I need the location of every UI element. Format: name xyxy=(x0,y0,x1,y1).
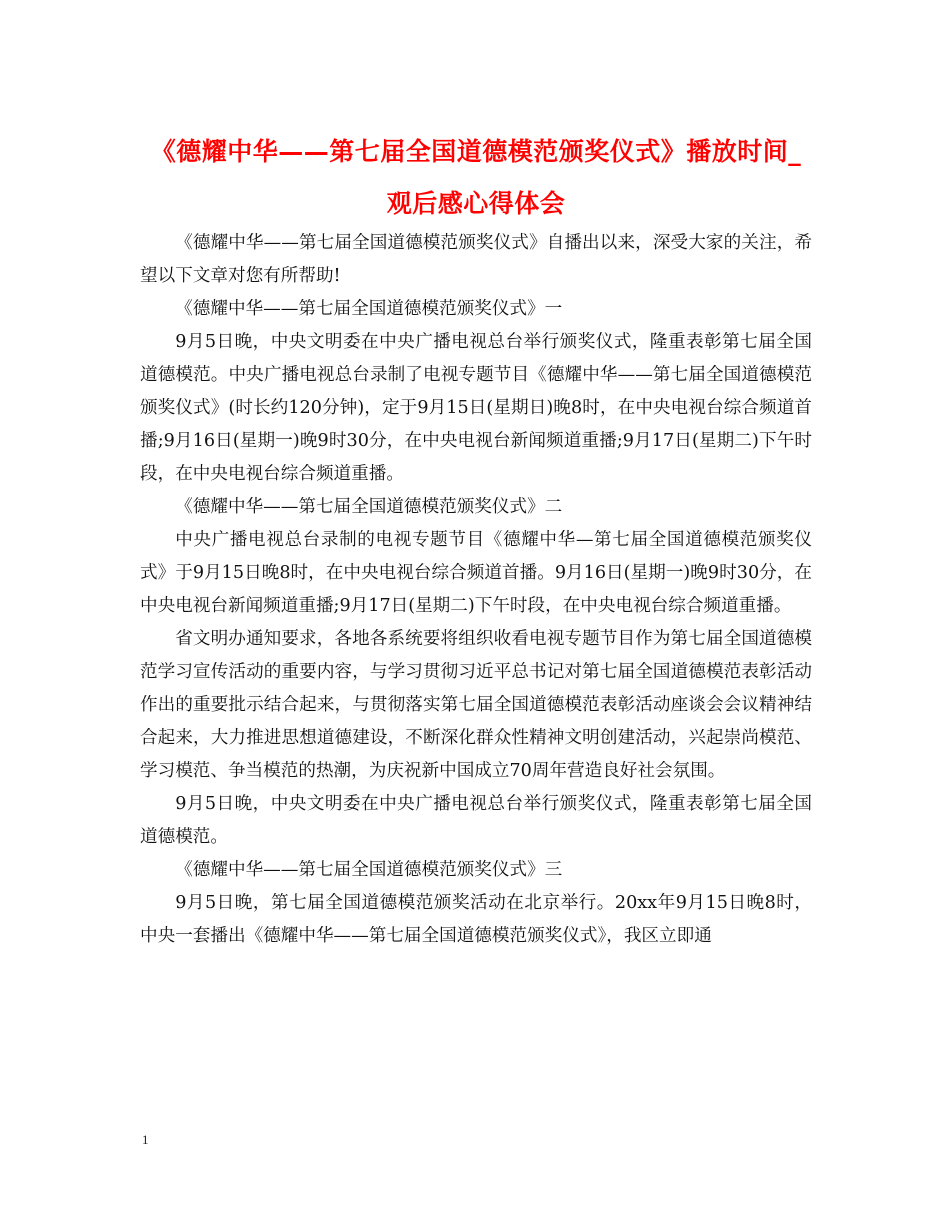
section-heading-1: 《德耀中华——第七届全国道德模范颁奖仪式》一 xyxy=(175,299,563,319)
section-heading-3: 《德耀中华——第七届全国道德模范颁奖仪式》三 xyxy=(175,860,563,880)
paragraph-section-2: 中央广播电视总台录制的电视专题节目《德耀中华—第七届全国道德模范颁奖仪式》于9月15日晚8时，在中央电视台综合频道首播。9月16日(星期一)晚9时30分，在中央电视台新闻频道重播;9月17日(星期二)下午时段，在中央电视台综合频道重播。 xyxy=(140,530,812,616)
document-body xyxy=(140,227,812,953)
section-heading-2: 《德耀中华——第七届全国道德模范颁奖仪式》二 xyxy=(175,497,563,517)
paragraph-notice: 省文明办通知要求，各地各系统要将组织收看电视专题节目作为第七届全国道德模范学习宣传活动的重要内容，与学习贯彻习近平总书记对第七届全国道德模范表彰活动作出的重要批示结合起来，与贯彻落实第七届全国道德模范表彰活动座谈会会议精神结合起来，大力推进思想道德建设，不断深化群众性精神文明创建活动，兴起崇尚模范、学习模范、争当模范的热潮，为庆祝新中国成立70周年营造良好社会氛围。 xyxy=(140,629,812,781)
page-number: 1 xyxy=(142,1132,149,1147)
paragraph-section-3: 9月5日晚，第七届全国道德模范颁奖活动在北京举行。20xx年9月15日晚8时，中央一套播出《德耀中华——第七届全国道德模范颁奖仪式》，我区立即通 xyxy=(140,893,812,946)
document-title: 《德耀中华——第七届全国道德模范颁奖仪式》播放时间_观后感心得体会 xyxy=(150,137,802,218)
paragraph-section-1: 9月5日晚，中央文明委在中央广播电视总台举行颁奖仪式，隆重表彰第七届全国道德模范。中央广播电视总台录制了电视专题节目《德耀中华——第七届全国道德模范颁奖仪式》(时长约120分钟)，定于9月15日(星期日)晚8时，在中央电视台综合频道首播;9月16日(星期一)晚9时30分，在中央电视台新闻频道重播;9月17日(星期二)下午时段，在中央电视台综合频道重播。 xyxy=(140,332,812,484)
paragraph-intro: 《德耀中华——第七届全国道德模范颁奖仪式》自播出以来，深受大家的关注，希望以下文章对您有所帮助! xyxy=(140,233,812,286)
paragraph-ceremony: 9月5日晚，中央文明委在中央广播电视总台举行颁奖仪式，隆重表彰第七届全国道德模范。 xyxy=(140,794,812,847)
